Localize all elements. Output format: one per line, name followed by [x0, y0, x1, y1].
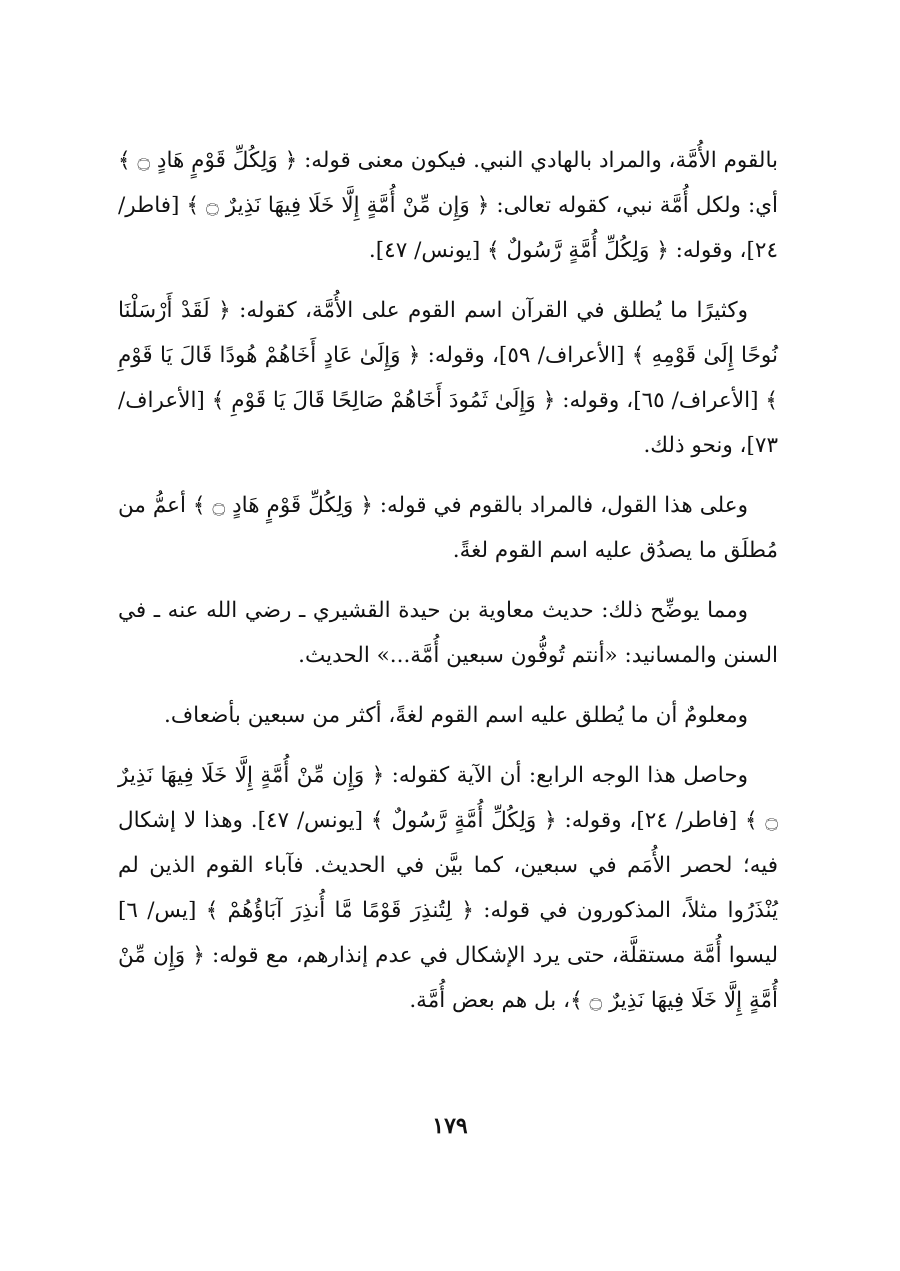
paragraph-1 — [118, 138, 778, 273]
paragraph-3 — [118, 483, 778, 573]
paragraph-5 — [118, 693, 778, 738]
page-number: ١٧٩ — [432, 1113, 468, 1139]
paragraph-6 — [118, 753, 778, 1023]
paragraph-2 — [118, 288, 778, 468]
paragraph-text: وكثيرًا ما يُطلق في القرآن اسم القوم على الأُمَّة، كقوله: ﴿ لَقَدْ أَرْسَلْنَا نُوحًا إِلَىٰ قَوْمِهِ ﴾ [الأعراف/ ٥٩]، وقوله: ﴿ وَإِلَىٰ عَادٍ أَخَاهُمْ هُودًا قَالَ يَا قَوْمِ ﴾ [الأعراف/ ٦٥]، وقوله: ﴿ وَإِلَىٰ ثَمُودَ أَخَاهُمْ صَالِحًا قَالَ يَا قَوْمِ ﴾ [الأعراف/ ٧٣]، ونحو ذلك. — [118, 298, 778, 458]
paragraph-text: وعلى هذا القول، فالمراد بالقوم في قوله: ﴿ وَلِكُلِّ قَوْمٍ هَادٍ ۝ ﴾ أعمُّ من مُطلَق ما يصدُق عليه اسم القوم لغةً. — [118, 493, 778, 563]
paragraph-text: وحاصل هذا الوجه الرابع: أن الآية كقوله: ﴿ وَإِن مِّنْ أُمَّةٍ إِلَّا خَلَا فِيهَا نَذِيرٌ ۝ ﴾ [فاطر/ ٢٤]، وقوله: ﴿ وَلِكُلِّ أُمَّةٍ رَّسُولٌ ﴾ [يونس/ ٤٧]. وهذا لا إشكال فيه؛ لحصر الأُمَم في سبعين، كما بيَّن في الحديث. فآباء القوم الذين لم يُنْذَرُوا مثلاً، المذكورون في قوله: ﴿ لِتُنذِرَ قَوْمًا مَّا أُنذِرَ آبَاؤُهُمْ ﴾ [يس/ ٦] ليسوا أُمَّة مستقلَّة، حتى يرد الإشكال في عدم إنذارهم، مع قوله: ﴿ وَإِن مِّنْ أُمَّةٍ إِلَّا خَلَا فِيهَا نَذِيرٌ ۝ ﴾، بل هم بعض أُمَّة. — [118, 763, 778, 1013]
paragraph-text: ومعلومٌ أن ما يُطلق عليه اسم القوم لغةً، أكثر من سبعين بأضعاف. — [164, 703, 748, 728]
paragraph-4 — [118, 588, 778, 678]
body-text — [118, 138, 778, 1038]
paragraph-text: بالقوم الأُمَّة، والمراد بالهادي النبي. فيكون معنى قوله: ﴿ وَلِكُلِّ قَوْمٍ هَادٍ ۝ ﴾ أي: ولكل أُمَّة نبي، كقوله تعالى: ﴿ وَإِن مِّنْ أُمَّةٍ إِلَّا خَلَا فِيهَا نَذِيرٌ ۝ ﴾ [فاطر/ ٢٤]، وقوله: ﴿ وَلِكُلِّ أُمَّةٍ رَّسُولٌ ﴾ [يونس/ ٤٧]. — [118, 148, 778, 263]
paragraph-text: ومما يوضِّح ذلك: حديث معاوية بن حيدة القشيري ـ رضي الله عنه ـ في السنن والمسانيد: «أنتم تُوفُّون سبعين أُمَّة...» الحديث. — [118, 598, 778, 668]
